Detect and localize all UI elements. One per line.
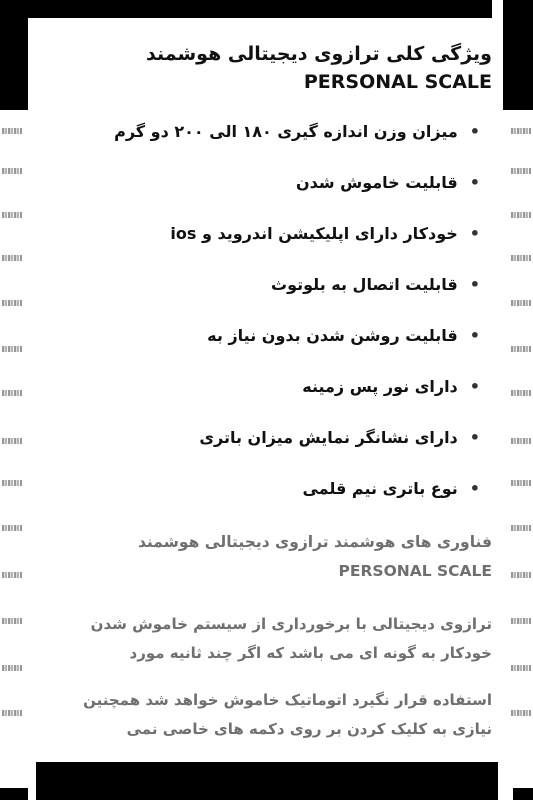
- left-scan-noise: [0, 120, 24, 740]
- feature-text: دارای نشانگر نمایش میزان باتری: [199, 428, 458, 447]
- feature-text: نوع باتری نیم قلمی: [302, 479, 458, 498]
- bullet-icon: •: [469, 377, 480, 396]
- feature-text: خودکار دارای اپلیکیشن اندروید و ios: [170, 224, 458, 243]
- list-item: [52, 218, 492, 269]
- bullet-icon: •: [469, 173, 480, 192]
- right-black-border: [503, 0, 533, 110]
- bullet-icon: •: [469, 224, 480, 243]
- feature-list: [52, 116, 492, 524]
- left-black-border: [0, 18, 28, 110]
- list-item: [52, 167, 492, 218]
- bottom-left-black-border: [0, 788, 28, 800]
- article-card: [30, 18, 502, 760]
- bullet-icon: •: [469, 479, 480, 498]
- bottom-black-border: [36, 762, 498, 800]
- list-item: [52, 116, 492, 167]
- feature-text: میزان وزن اندازه گیری ۱۸۰ الی ۲۰۰ دو گرم: [114, 122, 458, 141]
- bottom-right-black-border: [513, 788, 533, 800]
- paragraph: استفاده قرار نگیرد اتوماتیک خاموش خواهد شد همچنین نیازی به کلیک کردن بر روی دکمه های خاصی نمی: [83, 691, 492, 738]
- bullet-icon: •: [469, 428, 480, 447]
- bullet-icon: •: [469, 122, 480, 141]
- list-item: [52, 473, 492, 524]
- feature-text: قابلیت خاموش شدن: [295, 173, 458, 192]
- top-black-border: [0, 0, 492, 18]
- list-item: [52, 371, 492, 422]
- list-item: [52, 422, 492, 473]
- bullet-icon: •: [469, 275, 480, 294]
- feature-text: قابلیت روشن شدن بدون نیاز به: [207, 326, 458, 345]
- article-title: ویژگی کلی ترازوی دیجیتالی هوشمند PERSONAL SCALE: [146, 43, 492, 93]
- paragraph: ترازوی دیجیتالی با برخورداری از سیستم خاموش شدن خودکار به گونه ای می باشد که اگر چند ثانیه مورد: [90, 615, 492, 662]
- feature-text: دارای نور پس زمینه: [302, 377, 458, 396]
- list-item: [52, 320, 492, 371]
- right-scan-noise: [509, 120, 533, 740]
- bullet-icon: •: [469, 326, 480, 345]
- section-subtitle: فناوری های هوشمند ترازوی دیجیتالی هوشمند PERSONAL SCALE: [137, 533, 492, 580]
- list-item: [52, 269, 492, 320]
- feature-text: قابلیت اتصال به بلوتوث: [271, 275, 458, 294]
